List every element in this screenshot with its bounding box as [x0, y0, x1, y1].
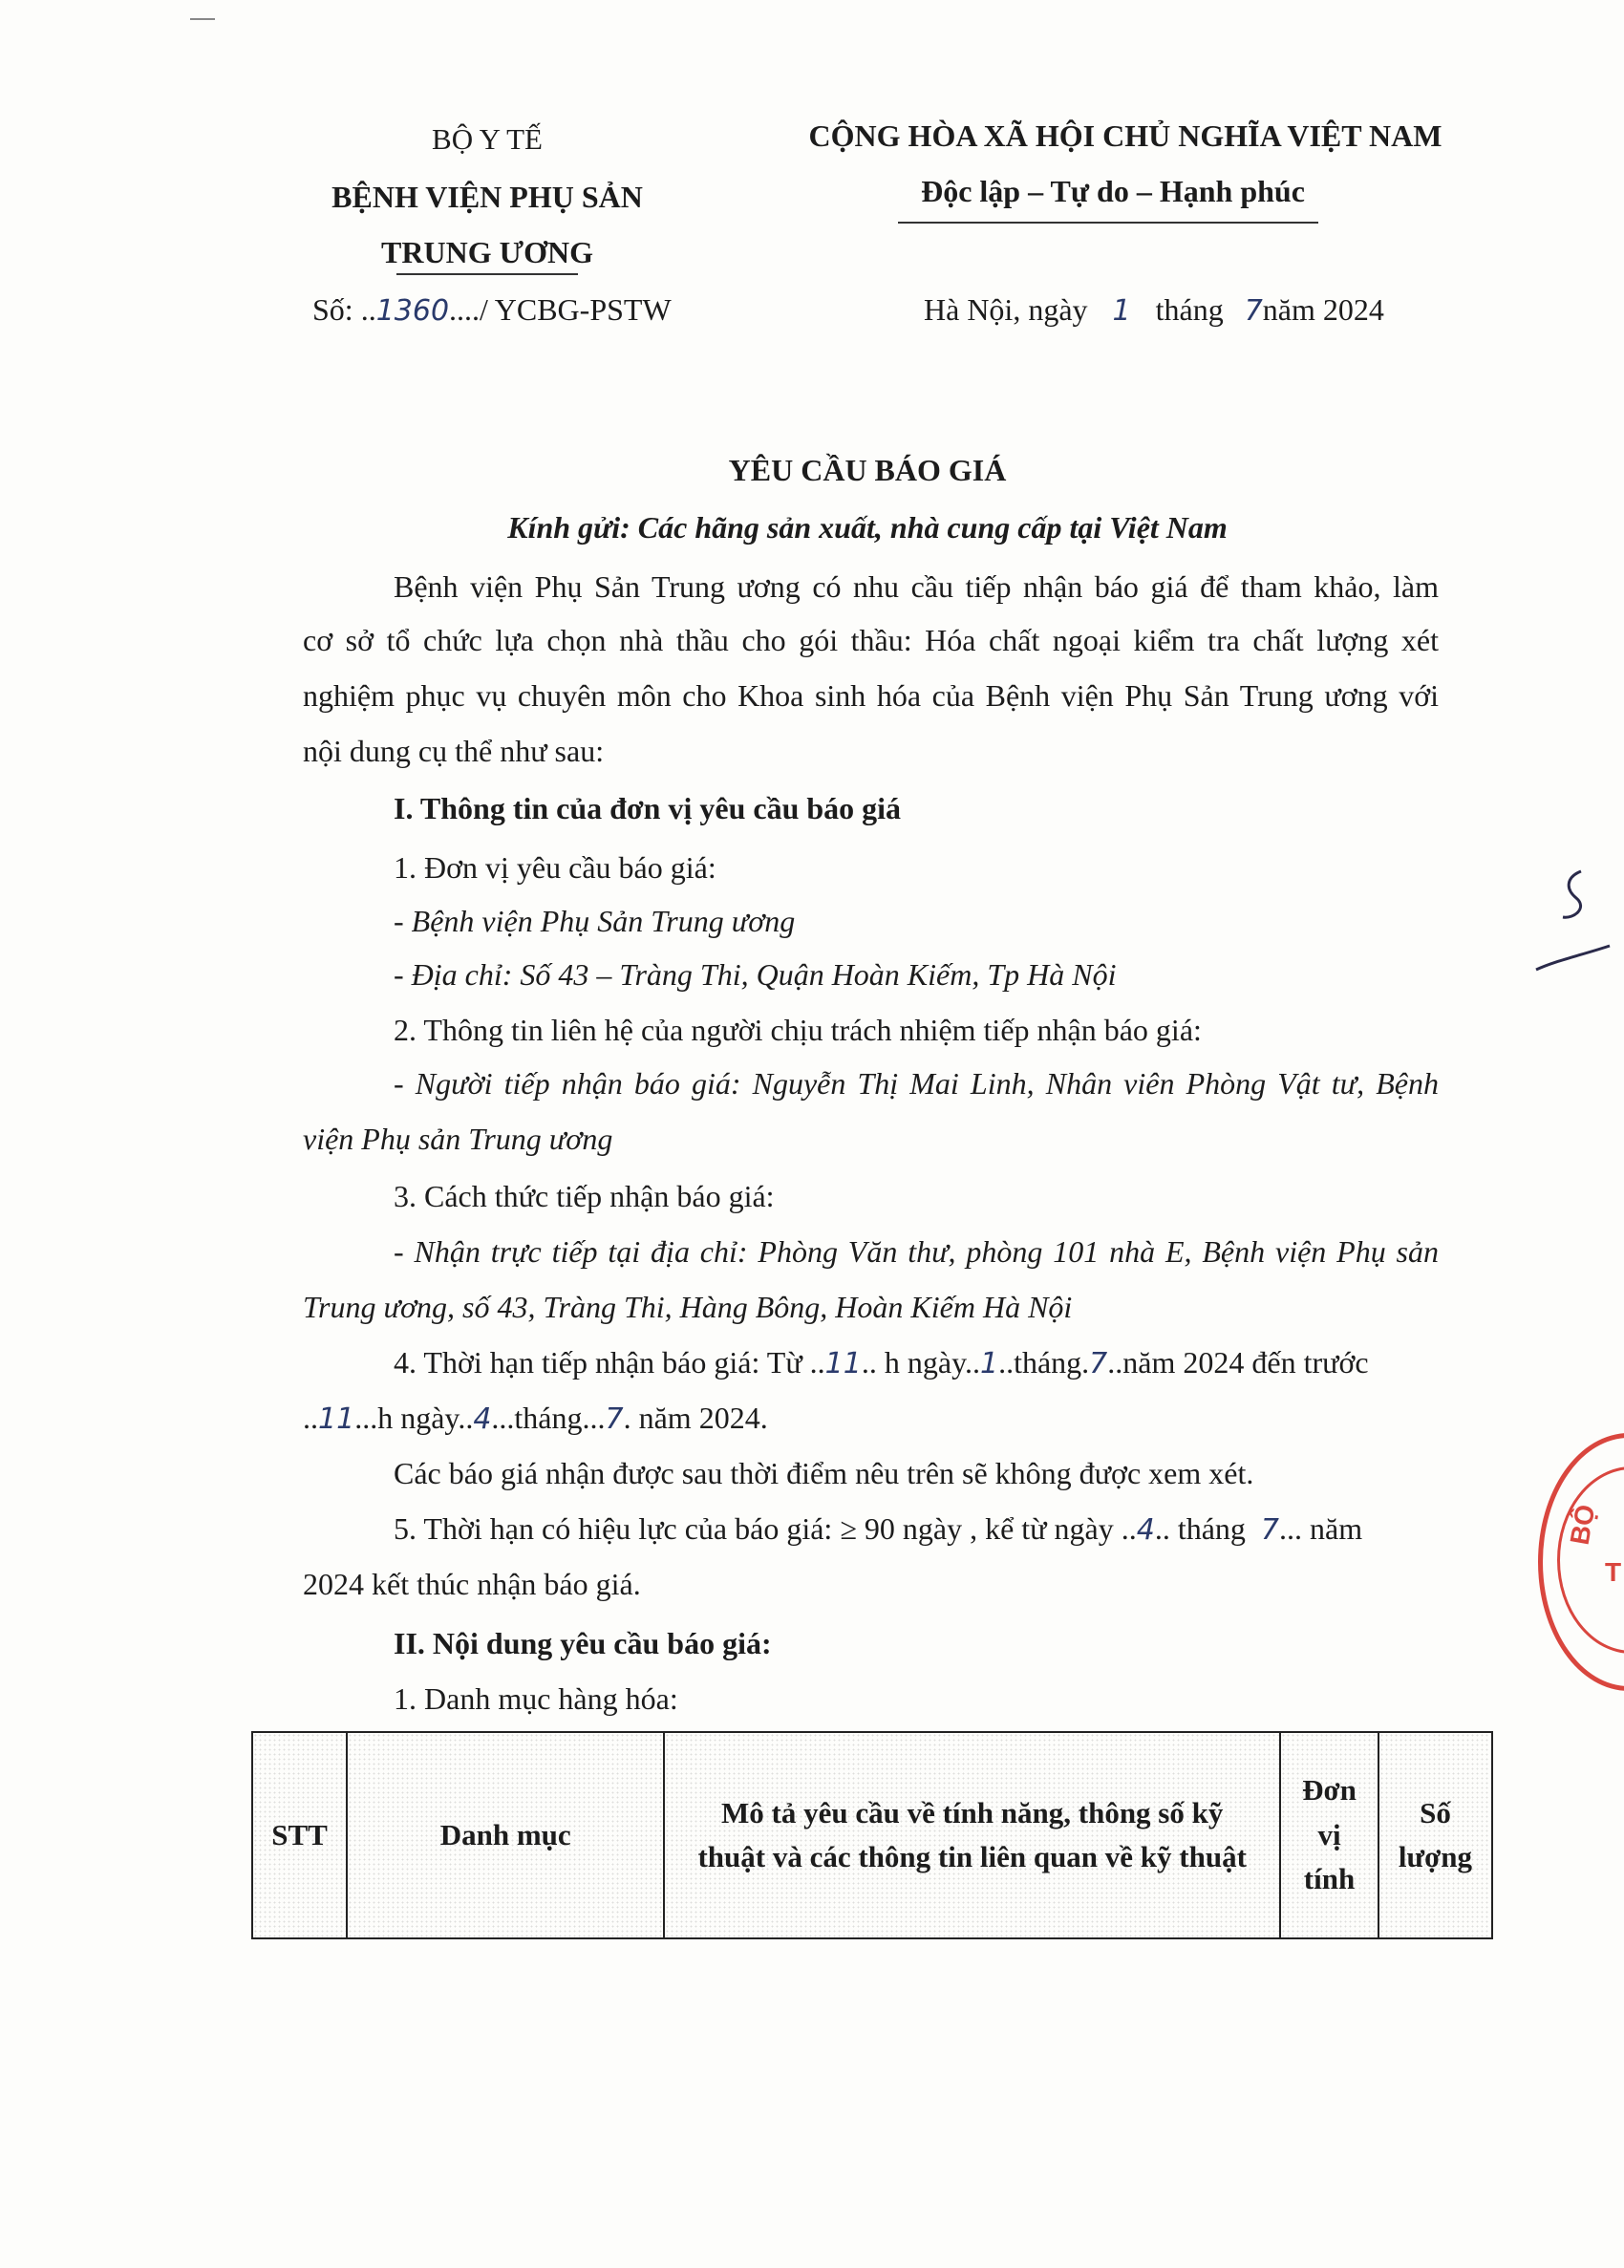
- section1-item3: 3. Cách thức tiếp nhận báo giá:: [394, 1179, 775, 1213]
- method-line-1: - Nhận trực tiếp tại địa chỉ: Phòng Văn thư, phòng 101 nhà E, Bệnh viện Phụ sản: [394, 1234, 1439, 1269]
- ministry-name: BỘ Y TẾ: [432, 122, 543, 156]
- validity-text-a: 5. Thời hạn có hiệu lực của báo giá: ≥ 90 ngày , kể từ ngày ..: [394, 1511, 1137, 1546]
- recipient-text: Kính gửi: Các hãng sản xuất, nhà cung cấp tại Việt Nam: [507, 510, 1228, 545]
- deadline-hour-from: 11: [824, 1347, 862, 1380]
- deadline-text-e: ..: [303, 1401, 318, 1435]
- motto-underline: [898, 222, 1318, 224]
- unit-name: - Bệnh viện Phụ Sản Trung ương: [394, 904, 796, 938]
- deadline-line-1: [394, 1345, 1369, 1380]
- date-month-handwritten: 7: [1244, 294, 1263, 328]
- col-quantity: [1378, 1732, 1492, 1938]
- col-unit: [1280, 1732, 1378, 1938]
- deadline-month-from: 7: [1089, 1347, 1108, 1380]
- deadline-text-d: ..năm 2024 đến trước: [1107, 1345, 1369, 1380]
- deadline-month-to: 7: [605, 1402, 624, 1436]
- col-unit-line1: Đơn: [1302, 1773, 1357, 1808]
- seal-text-left: BỘ: [1564, 1502, 1601, 1548]
- number-handwritten: 1360: [375, 294, 450, 328]
- col-quantity-line2: lượng: [1398, 1840, 1473, 1873]
- deadline-day-from: 1: [979, 1347, 999, 1380]
- validity-text-b: .. tháng: [1154, 1511, 1246, 1546]
- deadline-text-f: ...h ngày..: [354, 1401, 474, 1435]
- document-title: YÊU CẦU BÁO GIÁ: [728, 453, 1007, 487]
- col-description-line1: Mô tả yêu cầu về tính năng, thông số kỹ: [721, 1795, 1224, 1829]
- validity-line-2: 2024 kết thúc nhận báo giá.: [303, 1567, 641, 1601]
- validity-line-1: [394, 1511, 1362, 1547]
- deadline-text-a: 4. Thời hạn tiếp nhận báo giá: Từ ..: [394, 1345, 825, 1380]
- col-description: [664, 1732, 1280, 1938]
- deadline-text-c: ..tháng.: [998, 1345, 1090, 1380]
- scan-dash-mark: [186, 8, 224, 27]
- validity-month: 7: [1260, 1513, 1279, 1547]
- deadline-day-to: 4: [473, 1402, 492, 1436]
- unit-address: - Địa chỉ: Số 43 – Tràng Thi, Quận Hoàn Kiếm, Tp Hà Nội: [394, 957, 1117, 992]
- goods-table: [251, 1731, 1493, 1939]
- method-line-2: Trung ương, số 43, Tràng Thi, Hàng Bông, Hoàn Kiếm Hà Nội: [303, 1290, 1073, 1324]
- intro-line-4: nội dung cụ thể như sau:: [303, 734, 605, 768]
- intro-line-2: cơ sở tổ chức lựa chọn nhà thầu cho gói thầu: Hóa chất ngoại kiểm tra chất lượng xét: [303, 623, 1439, 657]
- deadline-text-b: .. h ngày..: [861, 1345, 980, 1380]
- col-stt: STT: [252, 1732, 347, 1938]
- col-description-line2: thuật và các thông tin liên quan về kỹ thuật: [697, 1840, 1247, 1873]
- seal-text-right: T: [1605, 1557, 1622, 1587]
- date-year: năm 2024: [1262, 292, 1384, 327]
- section2-heading: II. Nội dung yêu cầu báo giá:: [394, 1626, 772, 1660]
- contact-line-2: viện Phụ sản Trung ương: [303, 1122, 613, 1156]
- date-month-label: tháng: [1155, 292, 1224, 327]
- late-note: Các báo giá nhận được sau thời điểm nêu trên sẽ không được xem xét.: [394, 1456, 1254, 1490]
- country-name: CỘNG HÒA XÃ HỘI CHỦ NGHĨA VIỆT NAM: [808, 118, 1442, 153]
- recipient-line: [507, 510, 1228, 546]
- col-unit-line2: vị: [1317, 1817, 1341, 1851]
- document-number: [312, 292, 672, 328]
- hospital-name-line1: BỆNH VIỆN PHỤ SẢN: [331, 180, 643, 214]
- header-left-underline: [396, 273, 578, 275]
- table-header-row: [252, 1732, 1492, 1938]
- intro-line-3: nghiệm phục vụ chuyên môn cho Khoa sinh hóa của Bệnh viện Phụ Sản Trung ương với: [303, 678, 1439, 713]
- date-prefix: Hà Nội, ngày: [924, 292, 1088, 327]
- number-prefix: Số: ..: [312, 292, 376, 327]
- margin-pen-mark: [1528, 860, 1614, 984]
- deadline-line-2: [303, 1401, 768, 1436]
- col-unit-line3: tính: [1303, 1862, 1356, 1896]
- section1-item2: 2. Thông tin liên hệ của người chịu trách nhiệm tiếp nhận báo giá:: [394, 1013, 1202, 1047]
- col-quantity-line1: Số: [1420, 1795, 1451, 1829]
- number-suffix: ..../ YCBG-PSTW: [449, 292, 672, 327]
- section1-heading: I. Thông tin của đơn vị yêu cầu báo giá: [394, 791, 902, 825]
- document-date: [924, 292, 1384, 328]
- deadline-hour-to: 11: [318, 1402, 355, 1436]
- section2-item1: 1. Danh mục hàng hóa:: [394, 1681, 678, 1716]
- validity-day: 4: [1136, 1513, 1155, 1547]
- national-motto: Độc lập – Tự do – Hạnh phúc: [921, 174, 1305, 208]
- deadline-text-h: . năm 2024.: [623, 1401, 768, 1435]
- hospital-name-line2: TRUNG ƯƠNG: [381, 235, 593, 269]
- intro-line-1: Bệnh viện Phụ Sản Trung ương có nhu cầu tiếp nhận báo giá để tham khảo, làm: [394, 569, 1439, 604]
- validity-text-c: ... năm: [1279, 1511, 1363, 1546]
- col-name: Danh mục: [347, 1732, 664, 1938]
- deadline-text-g: ...tháng...: [491, 1401, 606, 1435]
- section1-item1: 1. Đơn vị yêu cầu báo giá:: [394, 850, 716, 885]
- date-day-handwritten: 1: [1112, 294, 1131, 328]
- contact-line-1: - Người tiếp nhận báo giá: Nguyễn Thị Mai Linh, Nhân viên Phòng Vật tư, Bệnh: [394, 1066, 1439, 1101]
